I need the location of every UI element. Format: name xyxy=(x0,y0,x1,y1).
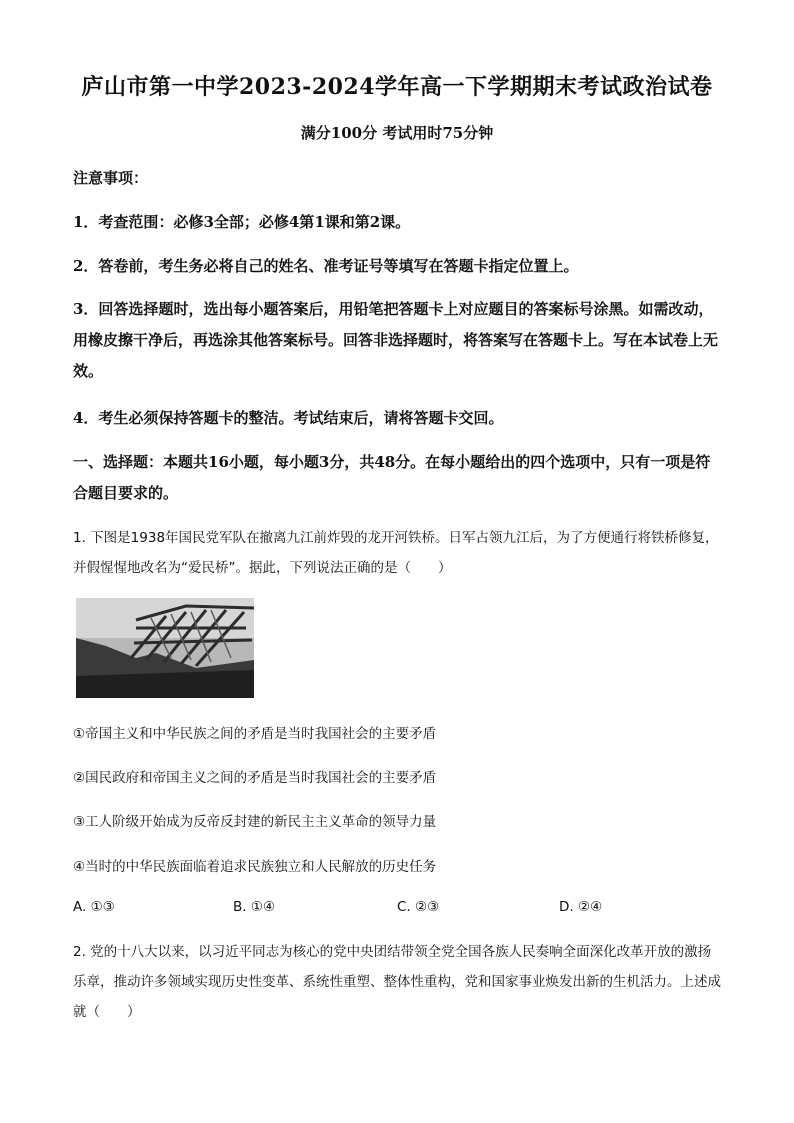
bridge-photo xyxy=(76,598,254,698)
section-heading: 一、选择题：本题共16小题，每小题3分，共48分。在每小题给出的四个选项中，只有一项是符合题目要求的。 xyxy=(73,453,711,502)
statement-2: ②国民政府和帝国主义之间的矛盾是当时我国社会的主要矛盾 xyxy=(73,770,437,786)
statement-3: ③工人阶级开始成为反帝反封建的新民主主义革命的领导力量 xyxy=(73,814,437,830)
note-item-2: 2．答卷前，考生务必将自己的姓名、准考证号等填写在答题卡指定位置上。 xyxy=(73,257,579,275)
note-item-3: 3．回答选择题时，选出每小题答案后，用铅笔把答题卡上对应题目的答案标号涂黑。如需改动，用橡皮擦干净后，再选涂其他答案标号。回答非选择题时，将答案写在答题卡上。写在本试卷上无效。 xyxy=(73,300,719,380)
question-1-stem: 1. 下图是1938年国民党军队在撤离九江前炸毁的龙开河铁桥。日军占领九江后，为了方便通行将铁桥修复，并假惺惺地改名为“爱民桥”。据此，下列说法正确的是（ ） xyxy=(73,530,719,576)
choice-b: B. ①④ xyxy=(233,899,276,915)
choice-c: C. ②③ xyxy=(397,899,440,915)
bridge-photo-image xyxy=(76,598,254,698)
exam-subtitle: 满分100分 考试用时75分钟 xyxy=(300,124,494,142)
note-item-1: 1．考查范围：必修3全部；必修4第1课和第2课。 xyxy=(73,213,411,231)
note-item-4: 4．考生必须保持答题卡的整洁。考试结束后，请将答题卡交回。 xyxy=(73,409,504,427)
choice-a: A. ①③ xyxy=(73,899,115,915)
statement-4: ④当时的中华民族面临着追求民族独立和人民解放的历史任务 xyxy=(73,859,437,875)
choice-d: D. ②④ xyxy=(559,899,603,915)
question-2-stem: 2. 党的十八大以来，以习近平同志为核心的党中央团结带领全党全国各族人民奏响全面深化改革开放的激扬乐章，推动许多领域实现历史性变革、系统性重塑、整体性重构，党和国家事业焕发出新的生机活力。上述成就（ ） xyxy=(73,944,721,1020)
exam-title: 庐山市第一中学2023-2024学年高一下学期期末考试政治试卷 xyxy=(81,74,713,100)
statement-1: ①帝国主义和中华民族之间的矛盾是当时我国社会的主要矛盾 xyxy=(73,726,437,742)
notes-heading: 注意事项： xyxy=(73,169,149,187)
